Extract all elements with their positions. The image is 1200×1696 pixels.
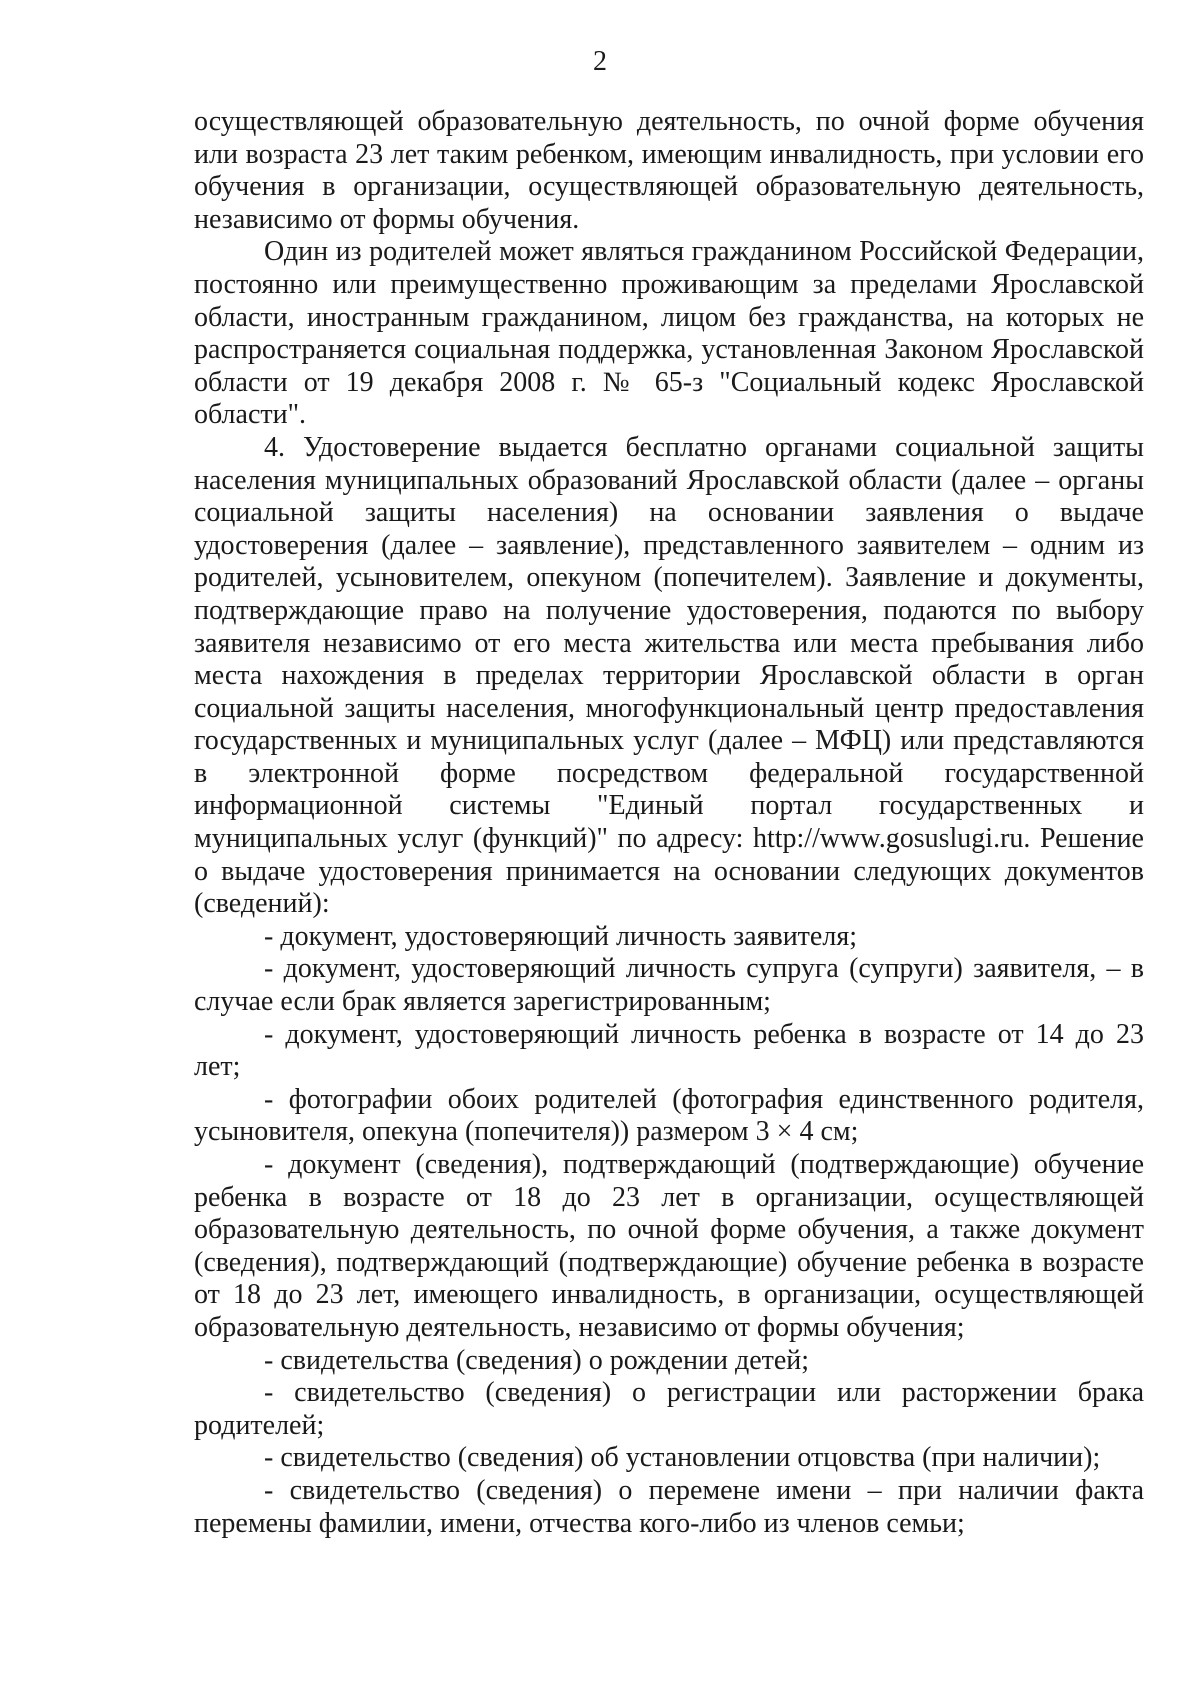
list-item-applicant-id: - документ, удостоверяющий личность заявителя; — [264, 920, 857, 952]
page-number: 2 — [593, 46, 607, 77]
list-item-child-id: - документ, удостоверяющий личность ребенка в возрасте от 14 до 23 лет; — [194, 1018, 1144, 1083]
paragraph-one-parent: Один из родителей может являться гражданином Российской Федерации, постоянно или преимущественно проживающим за пределами Ярославской области, иностранным гражданином, лицом без гражданства, на которых не распространяется социальная поддержка, установленная Законом Ярославской области от 19 декабря 2008 г. № 65-з "Социальный кодекс Ярославской области". — [194, 236, 1144, 431]
paragraph-item-4: 4. Удостоверение выдается бесплатно органами социальной защиты населения муниципальных образований Ярославской области (далее – органы социальной защиты населения) на основании заявления о выдаче удостоверения (далее – заявление), представленного заявителем – одним из родителей, усыновителем, опекуном (попечителем). Заявление и документы, подтверждающие право на получение удостоверения, подаются по выбору заявителя независимо от его места жительства или места пребывания либо места нахождения в пределах территории Ярославской области в орган социальной защиты населения, многофункциональный центр предоставления государственных и муниципальных услуг (далее – МФЦ) или представляются в электронной форме посредством федеральной государственной информационной системы "Единый портал государственных и муниципальных услуг (функций)" по адресу: http://www.gosuslugi.ru. Решение о выдаче удостоверения принимается на основании следующих документов (сведений): — [194, 431, 1144, 920]
paragraph-continuation: осуществляющей образовательную деятельность, по очной форме обучения или возраста 23 лет таким ребенком, имеющим инвалидность, при условии его обучения в организации, осуществляющей образовательную деятельность, независимо от формы обучения. — [194, 106, 1144, 235]
list-item-birth-certificates: - свидетельства (сведения) о рождении детей; — [264, 1344, 810, 1376]
list-item-photos: - фотографии обоих родителей (фотография единственного родителя, усыновителя, опекуна (попечителя)) размером 3 × 4 см; — [194, 1083, 1144, 1148]
document-body — [194, 106, 1144, 1540]
list-item-education: - документ (сведения), подтверждающий (подтверждающие) обучение ребенка в возрасте от 18 до 23 лет в организации, осуществляющей образовательную деятельность, по очной форме обучения, а также документ (сведения), подтверждающий (подтверждающие) обучение ребенка в возрасте от 18 до 23 лет, имеющего инвалидность, в организации, осуществляющей образовательную деятельность, независимо от формы обучения; — [194, 1149, 1144, 1343]
list-item-paternity-certificate: - свидетельство (сведения) об установлении отцовства (при наличии); — [264, 1442, 1101, 1474]
list-item-name-change-certificate: - свидетельство (сведения) о перемене имени – при наличии факта перемены фамилии, имени, отчества кого-либо из членов семьи; — [194, 1474, 1144, 1539]
list-item-marriage-certificate: - свидетельство (сведения) о регистрации или расторжении брака родителей; — [194, 1377, 1144, 1441]
list-item-spouse-id: - документ, удостоверяющий личность супруга (супруги) заявителя, – в случае если брак является зарегистрированным; — [194, 953, 1144, 1018]
